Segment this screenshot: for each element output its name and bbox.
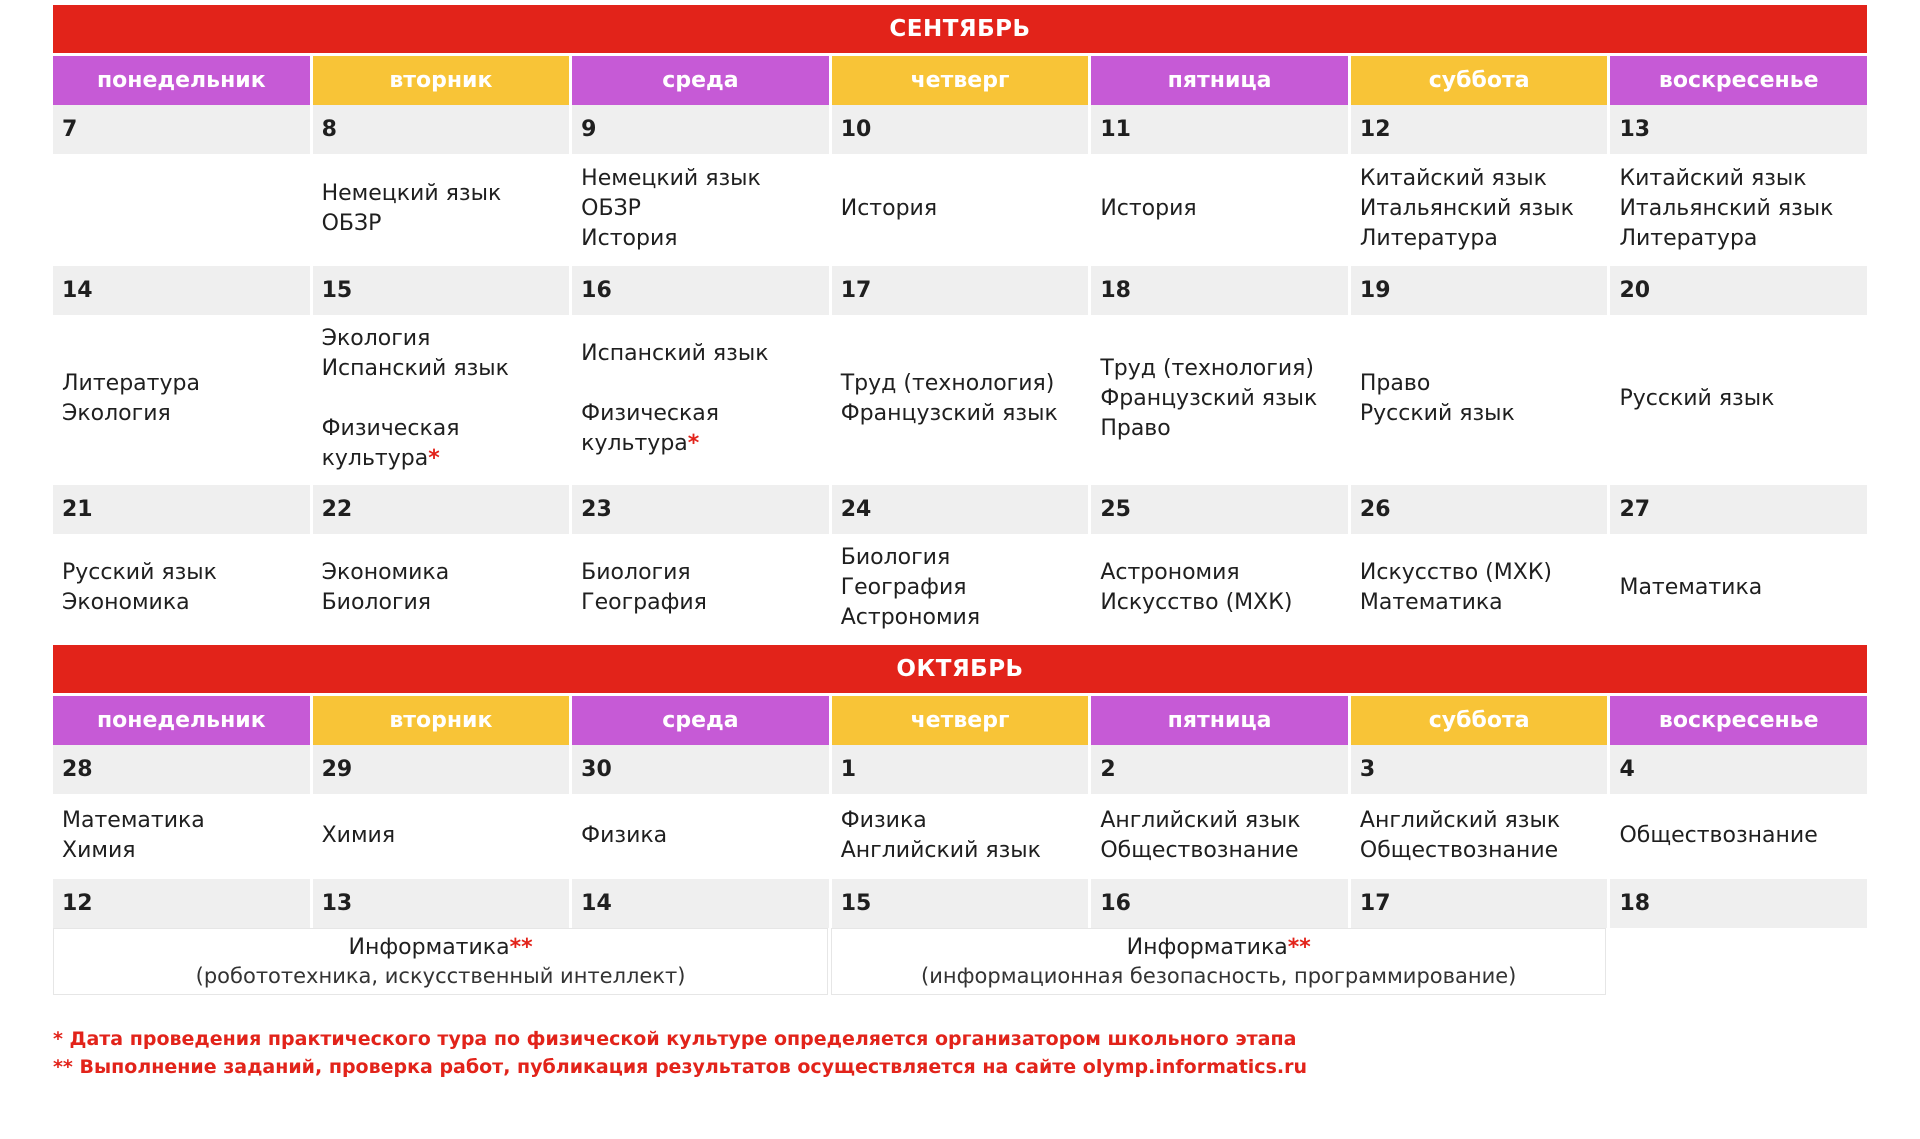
- subject-list: [572, 315, 829, 483]
- subject-list: [572, 794, 829, 877]
- subject-list: [1351, 534, 1608, 641]
- subject-name: ОБЗР: [581, 196, 641, 221]
- weekday-tuesday: вторник: [313, 696, 570, 745]
- subject-name: Английский язык: [1100, 807, 1301, 833]
- informatics-subtitle: (робототехника, искусственный интеллект): [195, 963, 686, 988]
- subject-name: Обществознание: [1100, 837, 1299, 863]
- empty-cell: [1609, 928, 1867, 995]
- subject-name: [581, 429, 829, 459]
- subject-name: Искусство (МХК): [1100, 589, 1293, 615]
- day-cell: [572, 485, 829, 641]
- subject-name: [322, 444, 570, 474]
- subject-name: Труд (технология): [1100, 356, 1314, 381]
- date-number: 26: [1351, 485, 1608, 534]
- date-number: 12: [53, 879, 310, 928]
- subject-list: [1610, 154, 1867, 264]
- date-number: 9: [572, 105, 829, 154]
- subject-name: Китайский язык: [1359, 166, 1547, 191]
- week-row: [53, 745, 1867, 877]
- footnote-physical-education: * Дата проведения практического тура по физической культуре определяется организатором школьного этапа: [53, 1028, 1297, 1050]
- footnote-informatics: ** Выполнение заданий, проверка работ, публикация результатов осуществляется на сайте olymp.informatics.ru: [53, 1056, 1307, 1078]
- day-cell: [1351, 745, 1608, 877]
- subject-name: Английский язык: [1359, 807, 1561, 833]
- subject-name: Экономика: [321, 559, 450, 585]
- day-cell: [572, 879, 829, 928]
- subject-list: [1610, 534, 1867, 641]
- subject-name: Литература: [1619, 226, 1758, 251]
- subject-name: Физическая: [321, 416, 460, 441]
- date-number: 16: [572, 266, 829, 315]
- star-marker: *: [428, 446, 440, 471]
- day-cell: [313, 105, 570, 264]
- star-marker: *: [687, 431, 700, 456]
- date-number: 23: [572, 485, 829, 534]
- date-number: 7: [53, 105, 310, 154]
- day-cell: [313, 485, 570, 641]
- date-number: 21: [53, 485, 310, 534]
- day-cell: [53, 266, 310, 483]
- subject-name: История: [840, 196, 938, 221]
- subject-list: [313, 315, 570, 483]
- week-row: [53, 105, 1867, 264]
- spacer: [581, 369, 829, 399]
- day-cell: [313, 879, 570, 928]
- weekday-saturday: суббота: [1351, 696, 1608, 745]
- date-number: 1: [832, 745, 1089, 794]
- day-cell: [1351, 105, 1608, 264]
- subject-name: Физика: [581, 822, 668, 848]
- subject-name: Право: [1100, 416, 1171, 441]
- subject-name: Математика: [62, 807, 205, 833]
- subject-list: [1610, 315, 1867, 483]
- subject-name: Французский язык: [840, 401, 1058, 426]
- subject-name: Испанский язык: [581, 341, 769, 366]
- subject-name: Экономика: [62, 589, 190, 615]
- subject-name: Итальянский язык: [1359, 196, 1574, 221]
- subject-name: Труд (технология): [840, 371, 1055, 396]
- weekday-friday: пятница: [1091, 56, 1348, 105]
- subject-name: Экология: [62, 401, 171, 426]
- olympiad-schedule: [53, 5, 1867, 1081]
- informatics-title: Информатика: [1126, 934, 1288, 960]
- subject-list: [313, 534, 570, 641]
- day-cell: [1610, 266, 1867, 483]
- date-number: 20: [1610, 266, 1867, 315]
- subject-list: [572, 154, 829, 264]
- date-number: 4: [1610, 745, 1867, 794]
- weekday-monday: понедельник: [53, 56, 310, 105]
- date-number: 29: [313, 745, 570, 794]
- date-number: 13: [313, 879, 570, 928]
- date-number: 13: [1610, 105, 1867, 154]
- weekday-thursday: четверг: [832, 56, 1089, 105]
- day-cell: [313, 266, 570, 483]
- day-cell: [1091, 485, 1348, 641]
- month-september: [53, 5, 1867, 641]
- subject-name: Французский язык: [1100, 386, 1318, 411]
- subject-name: Английский язык: [840, 837, 1041, 863]
- subject-text: культура: [581, 431, 688, 456]
- day-cell: [1091, 745, 1348, 877]
- subject-list: [832, 794, 1089, 877]
- weekday-saturday: суббота: [1351, 56, 1608, 105]
- day-cell: [53, 745, 310, 877]
- subject-name: Китайский язык: [1619, 166, 1807, 191]
- date-number: 2: [1091, 745, 1348, 794]
- weekday-header: [53, 56, 1867, 105]
- informatics-row: [53, 928, 1867, 995]
- subject-name: ОБЗР: [321, 211, 382, 236]
- subject-list: [53, 154, 310, 264]
- footnotes: [53, 1025, 1867, 1081]
- informatics-title: Информатика: [348, 934, 510, 960]
- subject-list: [1091, 154, 1348, 264]
- subject-name: Математика: [1359, 589, 1503, 615]
- subject-name: География: [840, 574, 967, 600]
- subject-name: Обществознание: [1359, 837, 1559, 863]
- subject-name: Биология: [581, 559, 691, 585]
- subject-name: Физическая: [581, 401, 720, 426]
- day-cell: [1351, 266, 1608, 483]
- date-number: 15: [313, 266, 570, 315]
- subject-list: [832, 534, 1089, 641]
- subject-name: Химия: [321, 822, 396, 848]
- date-number: 17: [1351, 879, 1608, 928]
- day-cell: [572, 266, 829, 483]
- day-cell: [832, 266, 1089, 483]
- subject-list: [1091, 534, 1348, 641]
- informatics-subtitle: (информационная безопасность, программирование): [921, 963, 1517, 988]
- date-number: 17: [832, 266, 1089, 315]
- date-number: 27: [1610, 485, 1867, 534]
- date-number: 14: [572, 879, 829, 928]
- weekday-wednesday: среда: [572, 696, 829, 745]
- day-cell: [572, 745, 829, 877]
- day-cell: [1091, 266, 1348, 483]
- subject-list: [832, 154, 1089, 264]
- subject-name: Биология: [840, 544, 951, 570]
- weekday-wednesday: среда: [572, 56, 829, 105]
- date-number: 18: [1091, 266, 1348, 315]
- subject-name: Русский язык: [62, 559, 217, 585]
- day-cell: [1610, 105, 1867, 264]
- day-cell: [53, 485, 310, 641]
- subject-name: Испанский язык: [321, 356, 509, 381]
- double-star-marker: **: [1287, 934, 1311, 960]
- day-cell: [1351, 485, 1608, 641]
- weekday-sunday: воскресенье: [1610, 696, 1867, 745]
- week-row: [53, 266, 1867, 483]
- subject-text: культура: [321, 446, 429, 471]
- subject-name: Астрономия: [1100, 559, 1240, 585]
- weekday-sunday: воскресенье: [1610, 56, 1867, 105]
- week-row: [53, 485, 1867, 641]
- subject-name: Обществознание: [1619, 822, 1818, 848]
- month-title: ОКТЯБРЬ: [53, 645, 1867, 693]
- day-cell: [1091, 879, 1348, 928]
- day-cell: [313, 745, 570, 877]
- weekday-thursday: четверг: [832, 696, 1089, 745]
- subject-list: [1351, 794, 1608, 877]
- subject-name: Немецкий язык: [581, 166, 761, 191]
- month-october: [53, 645, 1867, 995]
- date-number: 10: [832, 105, 1089, 154]
- subject-list: [1610, 794, 1867, 877]
- day-cell: [832, 105, 1089, 264]
- subject-list: [1091, 315, 1348, 483]
- subject-name: Русский язык: [1359, 401, 1515, 426]
- day-cell: [832, 879, 1089, 928]
- subject-name: Русский язык: [1619, 386, 1775, 411]
- subject-name: Биология: [321, 589, 432, 615]
- date-number: 15: [832, 879, 1089, 928]
- date-number: 25: [1091, 485, 1348, 534]
- subject-list: [53, 534, 310, 641]
- weekday-monday: понедельник: [53, 696, 310, 745]
- week-row: [53, 879, 1867, 928]
- subject-list: [1351, 315, 1608, 483]
- subject-name: Искусство (МХК): [1359, 559, 1553, 585]
- date-number: 22: [313, 485, 570, 534]
- subject-name: География: [581, 589, 707, 615]
- date-number: 14: [53, 266, 310, 315]
- subject-list: [1351, 154, 1608, 264]
- date-number: 3: [1351, 745, 1608, 794]
- subject-name: Немецкий язык: [321, 181, 502, 206]
- subject-name: История: [581, 226, 678, 251]
- subject-name: История: [1100, 196, 1197, 221]
- date-number: 24: [832, 485, 1089, 534]
- weekday-friday: пятница: [1091, 696, 1348, 745]
- weekday-tuesday: вторник: [313, 56, 570, 105]
- subject-name: Литература: [1359, 226, 1498, 251]
- spacer: [322, 384, 570, 414]
- subject-name: Итальянский язык: [1619, 196, 1834, 221]
- double-star-marker: **: [509, 934, 533, 960]
- subject-name: Литература: [62, 371, 200, 396]
- subject-list: [832, 315, 1089, 483]
- date-number: 19: [1351, 266, 1608, 315]
- subject-list: [572, 534, 829, 641]
- informatics-block-1: [53, 928, 828, 995]
- subject-name: Химия: [62, 837, 136, 863]
- day-cell: [1610, 485, 1867, 641]
- date-number: 30: [572, 745, 829, 794]
- date-number: 11: [1091, 105, 1348, 154]
- date-number: 18: [1610, 879, 1867, 928]
- day-cell: [832, 485, 1089, 641]
- subject-list: [53, 315, 310, 483]
- day-cell: [832, 745, 1089, 877]
- day-cell: [1351, 879, 1608, 928]
- subject-name: Право: [1359, 371, 1431, 396]
- subject-list: [53, 794, 310, 877]
- date-number: 16: [1091, 879, 1348, 928]
- weekday-header: [53, 696, 1867, 745]
- subject-list: [313, 154, 570, 264]
- day-cell: [1091, 105, 1348, 264]
- subject-name: Физика: [840, 807, 927, 833]
- subject-name: Экология: [321, 326, 431, 351]
- month-title: СЕНТЯБРЬ: [53, 5, 1867, 53]
- subject-name: Математика: [1619, 574, 1763, 600]
- day-cell: [1610, 879, 1867, 928]
- subject-list: [313, 794, 570, 877]
- informatics-block-2: [831, 928, 1606, 995]
- day-cell: [572, 105, 829, 264]
- date-number: 12: [1351, 105, 1608, 154]
- subject-list: [1091, 794, 1348, 877]
- date-number: 8: [313, 105, 570, 154]
- date-number: 28: [53, 745, 310, 794]
- day-cell: [53, 879, 310, 928]
- day-cell: [1610, 745, 1867, 877]
- subject-name: Астрономия: [840, 604, 981, 630]
- day-cell: [53, 105, 310, 264]
